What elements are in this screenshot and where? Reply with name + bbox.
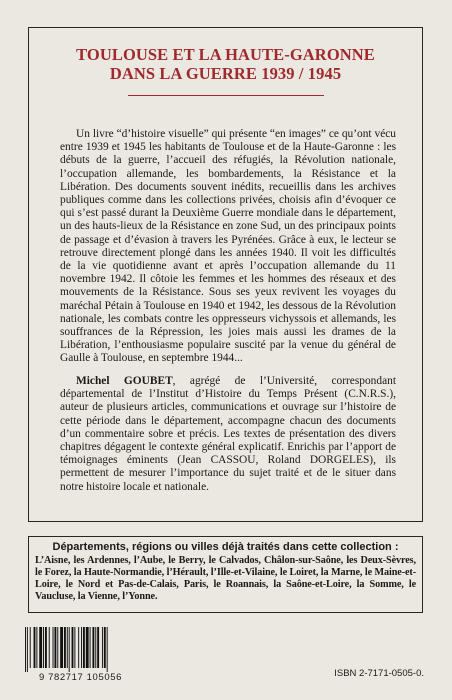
barcode-bar	[81, 627, 82, 668]
barcode-bar	[86, 627, 89, 668]
barcode-bar	[36, 627, 37, 668]
barcode-bar	[45, 627, 47, 668]
barcode-bar	[74, 627, 75, 668]
barcode-bar	[69, 627, 70, 672]
barcode-bar	[72, 627, 74, 668]
collection-list: L’Aisne, les Ardennes, l’Aube, le Berry, le Calvados, Châlon-sur-Saône, les Deux-Sèvres, le Forez, la Haute-Normandie, l’Hérault, l’Ille-et-Vilaine, le Loiret, la Marne, le Maine-et-Loire, le Nord et Pas-de-Calais, Paris, le Roannais, la Saône-et-Loire, la Somme, le Vaucluse, la Vienne, l’Yonne.	[35, 555, 416, 602]
barcode-bar	[43, 627, 44, 668]
barcode-bar	[67, 627, 68, 668]
barcode-bar	[30, 627, 31, 668]
barcode-bar	[39, 627, 42, 668]
barcode-bar	[90, 627, 91, 668]
author-paragraph	[60, 375, 396, 494]
barcode-bar	[104, 627, 106, 668]
barcode-bar	[49, 627, 50, 668]
barcode-number: 9 782717 105056	[39, 672, 122, 683]
barcode-bar	[53, 627, 54, 668]
barcode-bar	[102, 627, 103, 668]
barcode-bar	[64, 627, 66, 668]
barcode-bar	[107, 627, 108, 672]
barcode-bar	[34, 627, 36, 668]
author-name: Michel GOUBET	[76, 375, 173, 387]
barcode-bar	[92, 627, 94, 668]
summary-paragraph: Un livre “d’histoire visuelle” qui présente “en images” ce qu’ont vécu entre 1939 et 1945 les habitants de Toulouse et de la Haute-Garonne : les débuts de la guerre, l’accueil des réfugiés, la Révolution nationale, l’occupation allemande, les bombardements, la Résistance et la Libération. Des documents souvent inédits, recueillis dans les archives publiques comme dans les collections privées, choisis afin d’évoquer ce qui s’est passé durant la Deuxième Guerre mondiale dans le département, un des hauts-lieux de la Résistance en zone Sud, un des principaux points de passage et d’évasion à travers les Pyrénées. Grâce à eux, le lecteur se retrouve directement plongé dans les années 1940. Il voit les difficultés de la vie quotidienne avant et après l’occupation allemande du 11 novembre 1942. Il côtoie les femmes et les hommes des réseaux et des mouvements de la Résistance. Sous ses yeux revivent les voyages du maréchal Pétain à Toulouse en 1940 et 1942, les dessous de la Révolution nationale, les combats contre les oppresseurs vichyssois et allemands, les souffrances de la Répression, les joies mais aussi les drames de la Libération, l’enthousiasme populaire suscité par la venue du général de Gaulle à Toulouse, en septembre 1944...	[60, 128, 396, 365]
barcode-icon	[22, 627, 137, 672]
collection-box	[28, 536, 423, 613]
barcode-bar	[97, 627, 99, 668]
book-title-line-2: DANS LA GUERRE 1939 / 1945	[109, 64, 342, 83]
barcode-bar	[54, 627, 56, 668]
book-title	[28, 45, 423, 83]
barcode-bar	[78, 627, 79, 668]
collection-heading: Départements, régions ou villes déjà traités dans cette collection :	[52, 541, 399, 553]
isbn-label: ISBN 2-7171-0505-0.	[334, 668, 424, 679]
barcode-bar	[57, 627, 58, 668]
barcode-bar	[25, 627, 26, 672]
barcode-bar	[60, 627, 63, 668]
book-title-line-1: TOULOUSE ET LA HAUTE-GARONNE	[76, 45, 375, 64]
barcode-bar	[27, 627, 28, 672]
barcode-bar	[83, 627, 85, 668]
title-underline	[128, 95, 324, 96]
barcode-bar	[95, 627, 96, 668]
author-bio: , agrégé de l’Université, correspondant départemental de l’Institut d’Histoire du Temps Présent (C.N.R.S.), auteur de plusieurs articles, communications et ouvrage sur l’histoire de cette période dans le département, accompagne chacun des documents d’un commentaire sobre et précis. Les textes de présentation des divers chapitres dégagent le contexte général explicatif. Enrichis par l’apport de témoignages éminents (Jean CASSOU, Roland DORGELES), ils permettent de mesurer l’importance du sujet traité et de le situer dans notre histoire locale et nationale.	[60, 375, 396, 493]
